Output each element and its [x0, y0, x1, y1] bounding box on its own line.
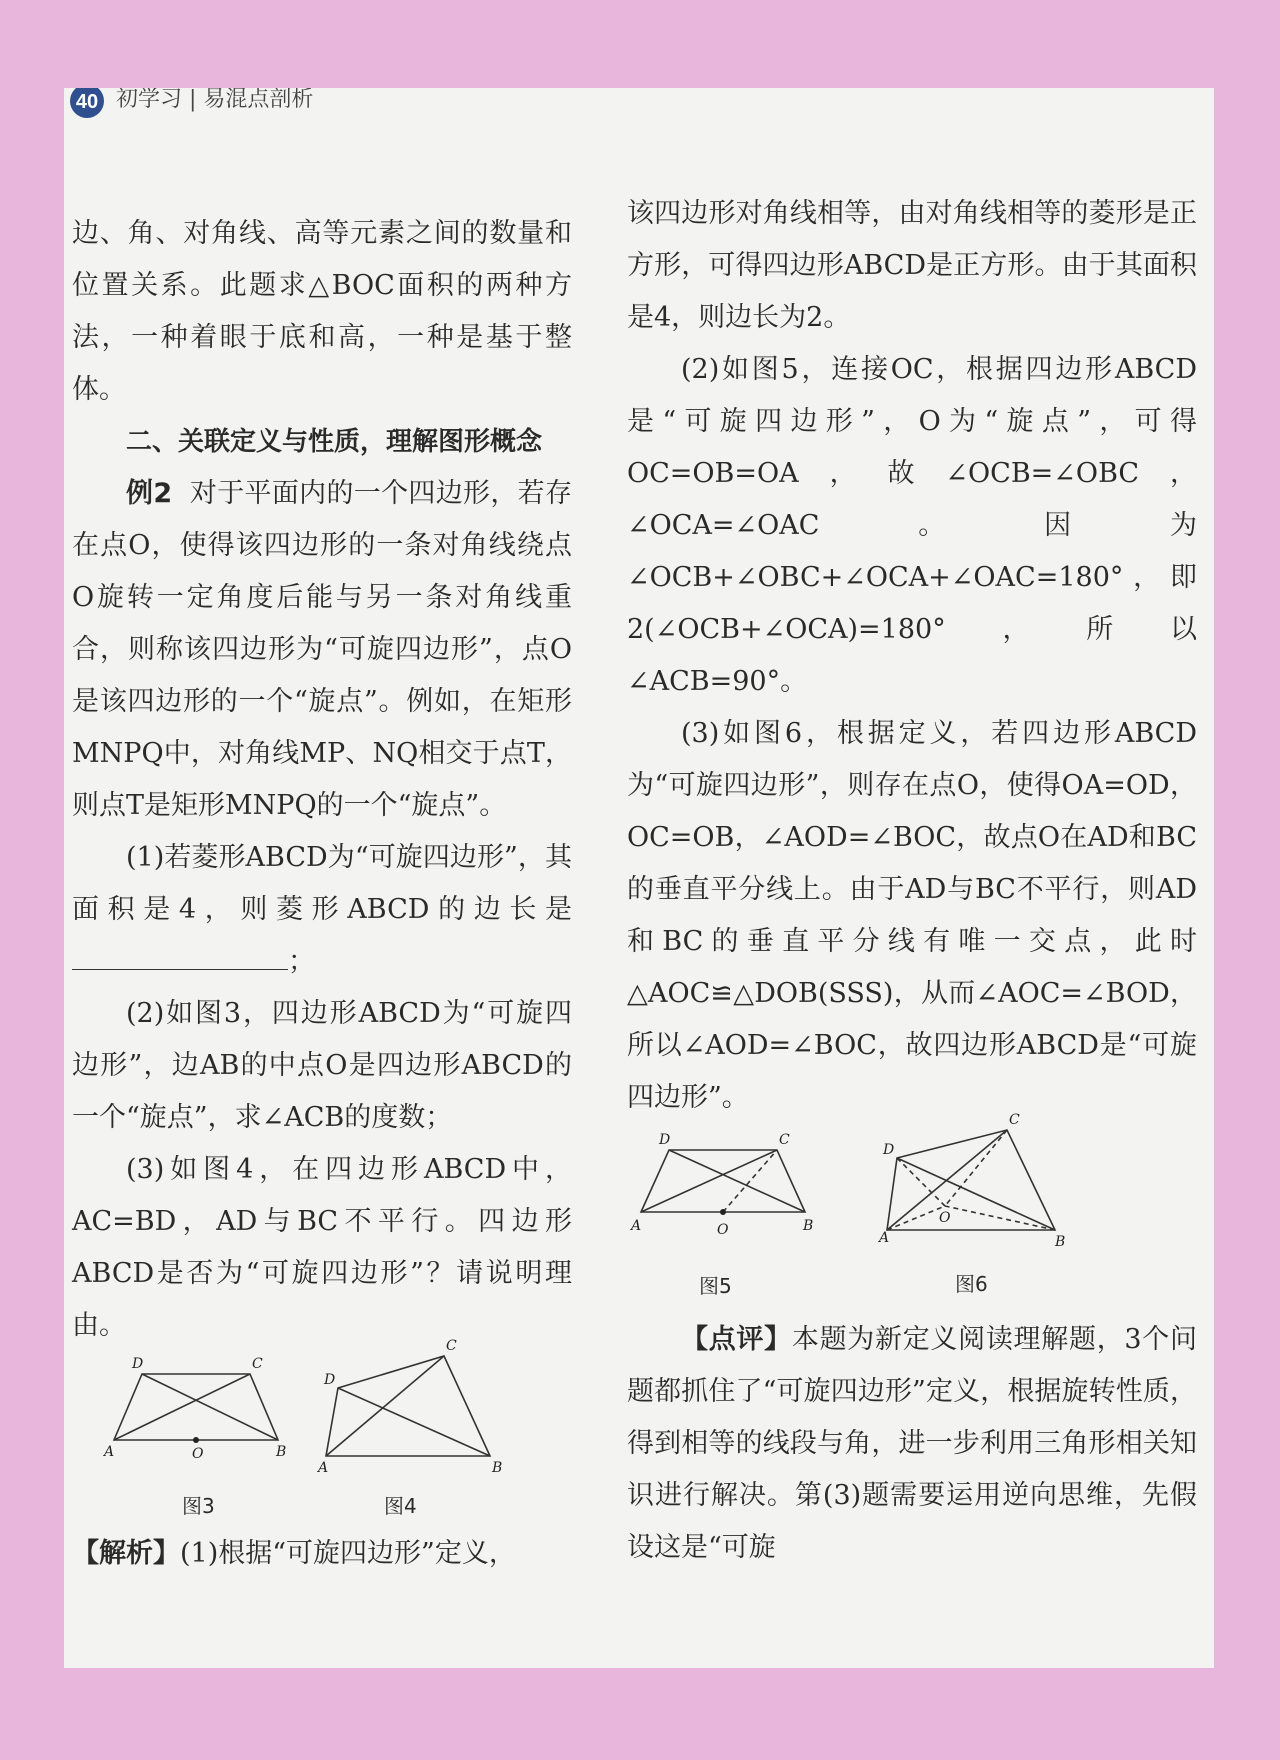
fig4-label-a: A	[318, 1460, 329, 1476]
analysis-text: (1)根据“可旋四边形”定义，	[180, 1538, 516, 1569]
right-column	[627, 188, 1197, 1574]
analysis-paragraph	[72, 1528, 572, 1580]
figure-4-caption: 图4	[384, 1494, 417, 1518]
fig6-segment-od	[897, 1158, 945, 1206]
left-column	[72, 208, 572, 1580]
fig4-label-c: C	[446, 1338, 457, 1354]
fig5-label-b: B	[803, 1218, 814, 1234]
figure-5-caption: 图5	[699, 1274, 732, 1298]
fig5-quadrilateral	[641, 1150, 805, 1212]
fig3-diagonal-bd	[142, 1374, 278, 1440]
fig3-diagonal-ac	[114, 1374, 250, 1440]
fig5-diagonal-ac	[641, 1150, 777, 1212]
fig6-label-c: C	[1009, 1112, 1020, 1128]
fig6-label-b: B	[1055, 1234, 1066, 1250]
answer-blank-continued[interactable]	[232, 943, 288, 970]
book-page	[64, 88, 1214, 1668]
fig4-diagonal-bd	[338, 1388, 490, 1456]
fig5-point-o	[720, 1209, 726, 1215]
answer-blank[interactable]	[72, 943, 232, 970]
fig3-label-a: A	[104, 1444, 115, 1460]
solution-3-paragraph: (3)如图6，根据定义，若四边形ABCD为“可旋四边形”，则存在点O，使得OA=OD，OC=OB，∠AOD=∠BOC，故点O在AD和BC的垂直平分线上。由于AD与BC不平行，则AD和BC的垂直平分线有唯一交点，此时△AOC≌△DOB(SSS)，从而∠AOC=∠BOD，所以∠AOD=∠BOC，故四边形ABCD是“可旋四边形”。	[627, 718, 1197, 1113]
comment-label: 【点评】	[681, 1324, 792, 1355]
figure-3-caption: 图3	[182, 1494, 215, 1518]
figure-6-caption: 图6	[955, 1272, 988, 1296]
example-label: 例2	[126, 478, 173, 509]
solution-2-paragraph: (2)如图5，连接OC，根据四边形ABCD是“可旋四边形”，O为“旋点”，可得OC=OB=OA，故∠OCB=∠OBC，∠OCA=∠OAC。因为∠OCB+∠OBC+∠OCA+∠OAC=180°，即2(∠OCB+∠OCA)=180°，所以∠ACB=90°。	[627, 354, 1197, 697]
page-number: 40	[70, 88, 104, 118]
fig6-segment-oa	[887, 1206, 945, 1230]
example-paragraph	[72, 468, 572, 832]
fig5-label-o: O	[717, 1222, 729, 1238]
fig6-label-o: O	[939, 1210, 951, 1226]
fig4-label-d: D	[324, 1372, 336, 1388]
figure-5-diagram	[627, 1128, 827, 1248]
fig6-quadrilateral	[887, 1130, 1055, 1230]
fig4-diagonal-ac	[326, 1356, 444, 1456]
figure-4	[312, 1338, 512, 1518]
fig5-label-d: D	[659, 1132, 671, 1148]
solution-1-paragraph: 该四边形对角线相等，由对角线相等的菱形是正方形，可得四边形ABCD是正方形。由于其面积是4，则边长为2。	[627, 198, 1197, 333]
series-title: 初学习 | 易混点剖析	[116, 88, 314, 112]
fig3-label-d: D	[132, 1356, 144, 1372]
fig6-label-d: D	[883, 1142, 895, 1158]
fig4-quadrilateral	[326, 1356, 490, 1456]
question-2: (2)如图3，四边形ABCD为“可旋四边形”，边AB的中点O是四边形ABCD的一个“旋点”，求∠ACB的度数；	[72, 998, 572, 1133]
figures-3-4	[72, 1338, 572, 1522]
section-title: 二、关联定义与性质，理解图形概念	[126, 427, 543, 457]
question-3: (3)如图4，在四边形ABCD中，AC=BD，AD与BC不平行。四边形ABCD是否为“可旋四边形”？请说明理由。	[72, 1154, 572, 1341]
fig5-label-a: A	[631, 1218, 642, 1234]
figures-5-6	[627, 1112, 1197, 1304]
fig5-diagonal-bd	[669, 1150, 805, 1212]
figure-5	[627, 1128, 827, 1298]
fig5-label-c: C	[779, 1132, 790, 1148]
fig3-label-o: O	[192, 1446, 204, 1462]
figure-6	[877, 1112, 1077, 1296]
fig5-segment-oc	[723, 1150, 777, 1212]
comment-text: 本题为新定义阅读理解题，3个问题都抓住了“可旋四边形”定义，根据旋转性质，得到相等的线段与角，进一步利用三角形相关知识进行解决。第(3)题需要运用逆向思维，先假设这是“可旋	[627, 1324, 1198, 1563]
fig4-label-b: B	[492, 1460, 503, 1476]
analysis-label: 【解析】	[72, 1538, 180, 1569]
question-1-text: (1)若菱形ABCD为“可旋四边形”，其面积是4，则菱形ABCD的边长是	[72, 842, 572, 925]
fig3-label-b: B	[276, 1444, 287, 1460]
fig3-quadrilateral	[114, 1374, 278, 1440]
question-1-end: ；	[288, 946, 315, 977]
fig3-label-c: C	[252, 1356, 263, 1372]
intro-paragraph: 边、角、对角线、高等元素之间的数量和位置关系。此题求△BOC面积的两种方法，一种着眼于底和高，一种是基于整体。	[72, 218, 572, 405]
figure-4-diagram	[312, 1338, 512, 1478]
example-text: 对于平面内的一个四边形，若存在点O，使得该四边形的一条对角线绕点O旋转一定角度后能与另一条对角线重合，则称该四边形为“可旋四边形”，点O是该四边形的一个“旋点”。例如，在矩形MNPQ中，对角线MP、NQ相交于点T，则点T是矩形MNPQ的一个“旋点”。	[72, 478, 572, 821]
figure-3	[100, 1352, 290, 1518]
comment-paragraph	[627, 1314, 1197, 1574]
fig6-label-a: A	[879, 1230, 890, 1246]
figure-6-diagram	[877, 1112, 1077, 1252]
question-1	[72, 832, 572, 988]
figure-3-diagram	[100, 1352, 290, 1472]
fig6-segment-ob	[945, 1206, 1055, 1230]
page-header	[64, 88, 1214, 116]
fig3-point-o	[193, 1437, 199, 1443]
